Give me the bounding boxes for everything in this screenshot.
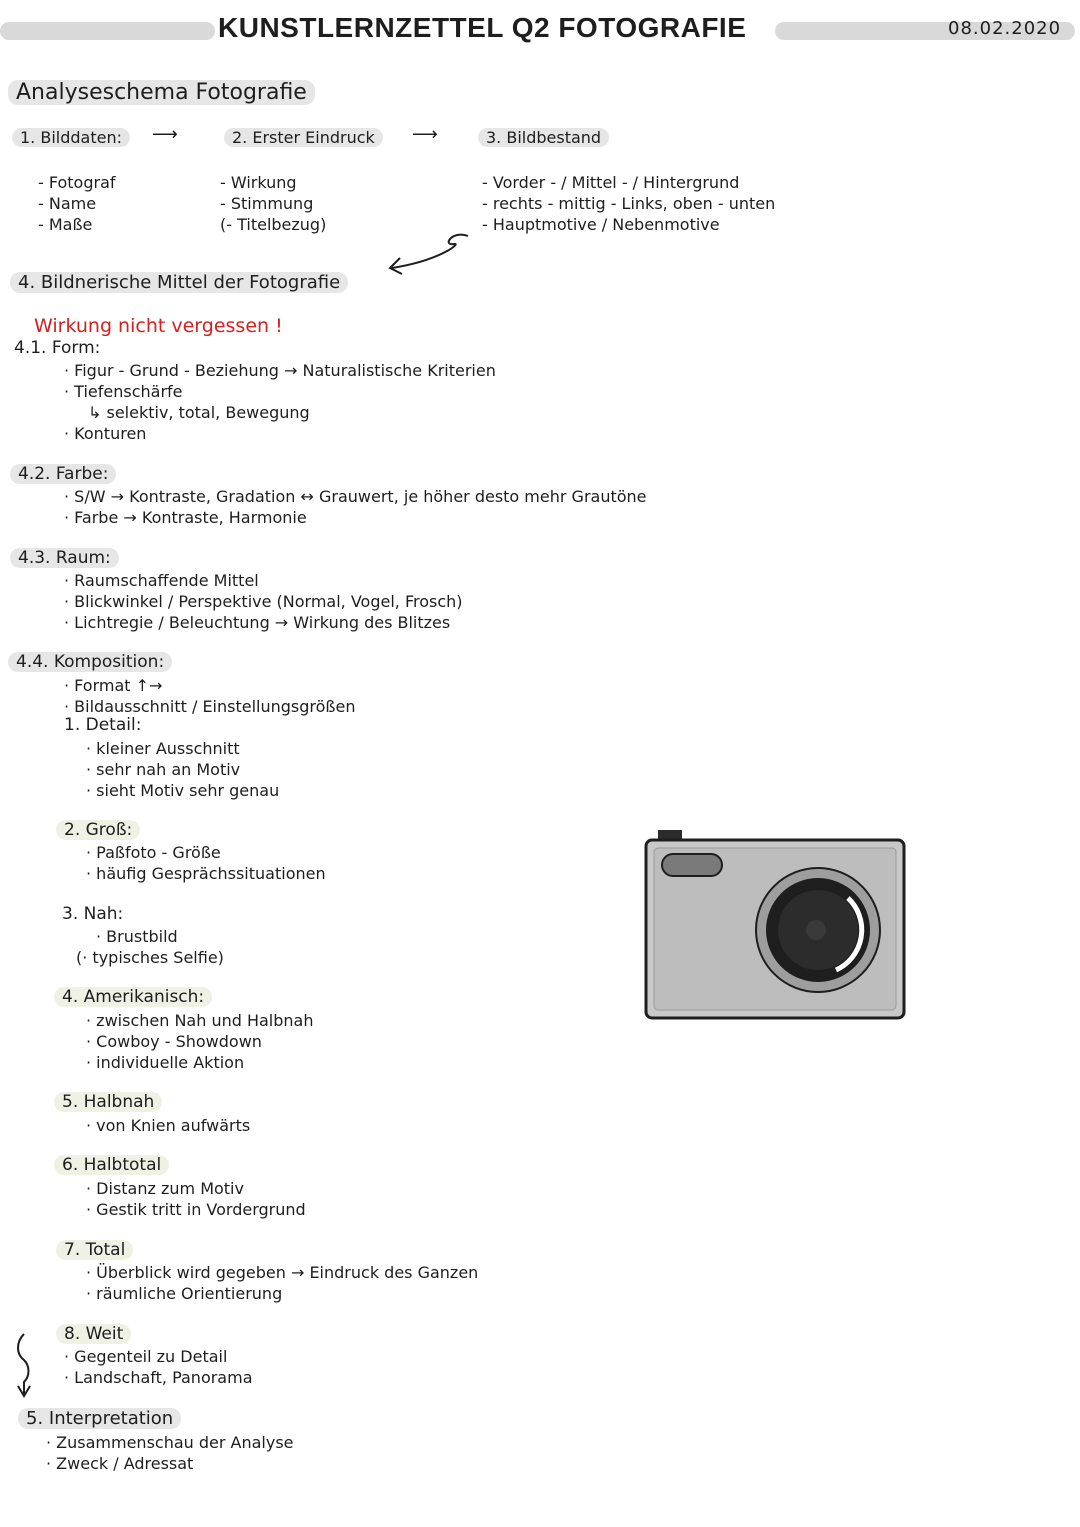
step-2-list <box>220 172 326 235</box>
list-item: · Blickwinkel / Perspektive (Normal, Vogel, Frosch) <box>64 592 463 611</box>
list-item: · S/W → Kontraste, Gradation ↔ Grauwert, je höher desto mehr Grautöne <box>64 487 647 506</box>
step-1-label: 1. Bilddaten: <box>12 128 130 147</box>
step-2-label: 2. Erster Eindruck <box>224 128 383 147</box>
list-item: · Distanz zum Motiv <box>86 1179 244 1198</box>
list-item: · von Knien aufwärts <box>86 1116 251 1135</box>
farbe-list <box>64 486 647 528</box>
form-list <box>64 360 496 444</box>
size-nah-label: 3. Nah: <box>62 904 124 924</box>
down-arrow-icon <box>8 1330 38 1400</box>
list-item: · Figur - Grund - Beziehung → Naturalistische Kriterien <box>64 361 496 380</box>
size-gross-label: 2. Groß: <box>56 820 140 840</box>
step-1-list <box>38 172 116 235</box>
step-3-label: 3. Bildbestand <box>478 128 609 147</box>
list-item: - Name <box>38 194 97 213</box>
list-item: · Format ↑→ <box>64 676 163 695</box>
list-item: · Zusammenschau der Analyse <box>46 1433 294 1452</box>
list-item: · Paßfoto - Größe <box>86 843 221 862</box>
list-item: · Brustbild <box>96 927 178 946</box>
size-amerikanisch-label: 4. Amerikanisch: <box>54 987 212 1007</box>
list-item: · Farbe → Kontraste, Harmonie <box>64 508 307 527</box>
farbe-label: 4.2. Farbe: <box>10 464 116 484</box>
section-4-title: 4. Bildnerische Mittel der Fotografie <box>10 272 348 293</box>
list-item: · häufig Gesprächssituationen <box>86 864 326 883</box>
section-5-title: 5. Interpretation <box>18 1408 181 1429</box>
size-halbnah-label: 5. Halbnah <box>54 1092 162 1112</box>
raum-label: 4.3. Raum: <box>10 548 119 568</box>
form-label: 4.1. Form: <box>14 338 101 358</box>
size-halbtotal-list <box>86 1178 306 1220</box>
list-item: (- Titelbezug) <box>220 215 327 234</box>
list-item: - Maße <box>38 215 93 234</box>
list-item: · räumliche Orientierung <box>86 1284 283 1303</box>
list-item: · kleiner Ausschnitt <box>86 739 240 758</box>
list-item: · Zweck / Adressat <box>46 1454 194 1473</box>
list-item: · Cowboy - Showdown <box>86 1032 262 1051</box>
section-5-list <box>46 1432 294 1474</box>
size-halbtotal-label: 6. Halbtotal <box>54 1155 169 1175</box>
page-title: KUNSTLERNZETTEL Q2 FOTOGRAFIE <box>218 12 747 43</box>
list-item: · Landschaft, Panorama <box>64 1368 253 1387</box>
schema-title: Analyseschema Fotografie <box>8 80 315 105</box>
list-item: - Wirkung <box>220 173 297 192</box>
raum-list <box>64 570 463 633</box>
size-total-label: 7. Total <box>56 1240 133 1260</box>
list-item: · Raumschaffende Mittel <box>64 571 259 590</box>
list-item: · Gegenteil zu Detail <box>64 1347 228 1366</box>
list-item: - rechts - mittig - Links, oben - unten <box>482 194 776 213</box>
curved-arrow-icon <box>382 228 482 288</box>
size-weit-list <box>64 1346 253 1388</box>
arrow-icon: ⟶ <box>412 124 438 145</box>
list-item: · Überblick wird gegeben → Eindruck des Ganzen <box>86 1263 479 1282</box>
komposition-label: 4.4. Komposition: <box>8 652 172 672</box>
size-weit-label: 8. Weit <box>56 1324 131 1344</box>
list-item: ↳ selektiv, total, Bewegung <box>88 403 310 422</box>
size-detail-label: 1. Detail: <box>64 715 142 735</box>
list-item: · Gestik tritt in Vordergrund <box>86 1200 306 1219</box>
size-nah-list <box>76 926 224 968</box>
reminder-note: Wirkung nicht vergessen ! <box>34 315 283 337</box>
size-total-list <box>86 1262 478 1304</box>
arrow-icon: ⟶ <box>152 124 178 145</box>
list-item: · sieht Motiv sehr genau <box>86 781 280 800</box>
list-item: (· typisches Selfie) <box>76 948 224 967</box>
list-item: · individuelle Aktion <box>86 1053 245 1072</box>
list-item: - Stimmung <box>220 194 314 213</box>
step-3-list <box>482 172 775 235</box>
list-item: · Bildausschnitt / Einstellungsgrößen <box>64 697 356 716</box>
komposition-list <box>64 675 356 717</box>
list-item: · Konturen <box>64 424 147 443</box>
size-gross-list <box>86 842 326 884</box>
list-item: · zwischen Nah und Halbnah <box>86 1011 314 1030</box>
size-amerikanisch-list <box>86 1010 314 1073</box>
camera-icon <box>640 828 910 1028</box>
header-bar-left <box>0 22 215 40</box>
size-halbnah-list <box>86 1115 250 1136</box>
list-item: - Hauptmotive / Nebenmotive <box>482 215 720 234</box>
list-item: - Fotograf <box>38 173 116 192</box>
header-date: 08.02.2020 <box>948 18 1062 39</box>
list-item: · sehr nah an Motiv <box>86 760 241 779</box>
list-item: - Vorder - / Mittel - / Hintergrund <box>482 173 740 192</box>
size-detail-list <box>86 738 279 801</box>
list-item: · Lichtregie / Beleuchtung → Wirkung des Blitzes <box>64 613 451 632</box>
list-item: · Tiefenschärfe <box>64 382 183 401</box>
